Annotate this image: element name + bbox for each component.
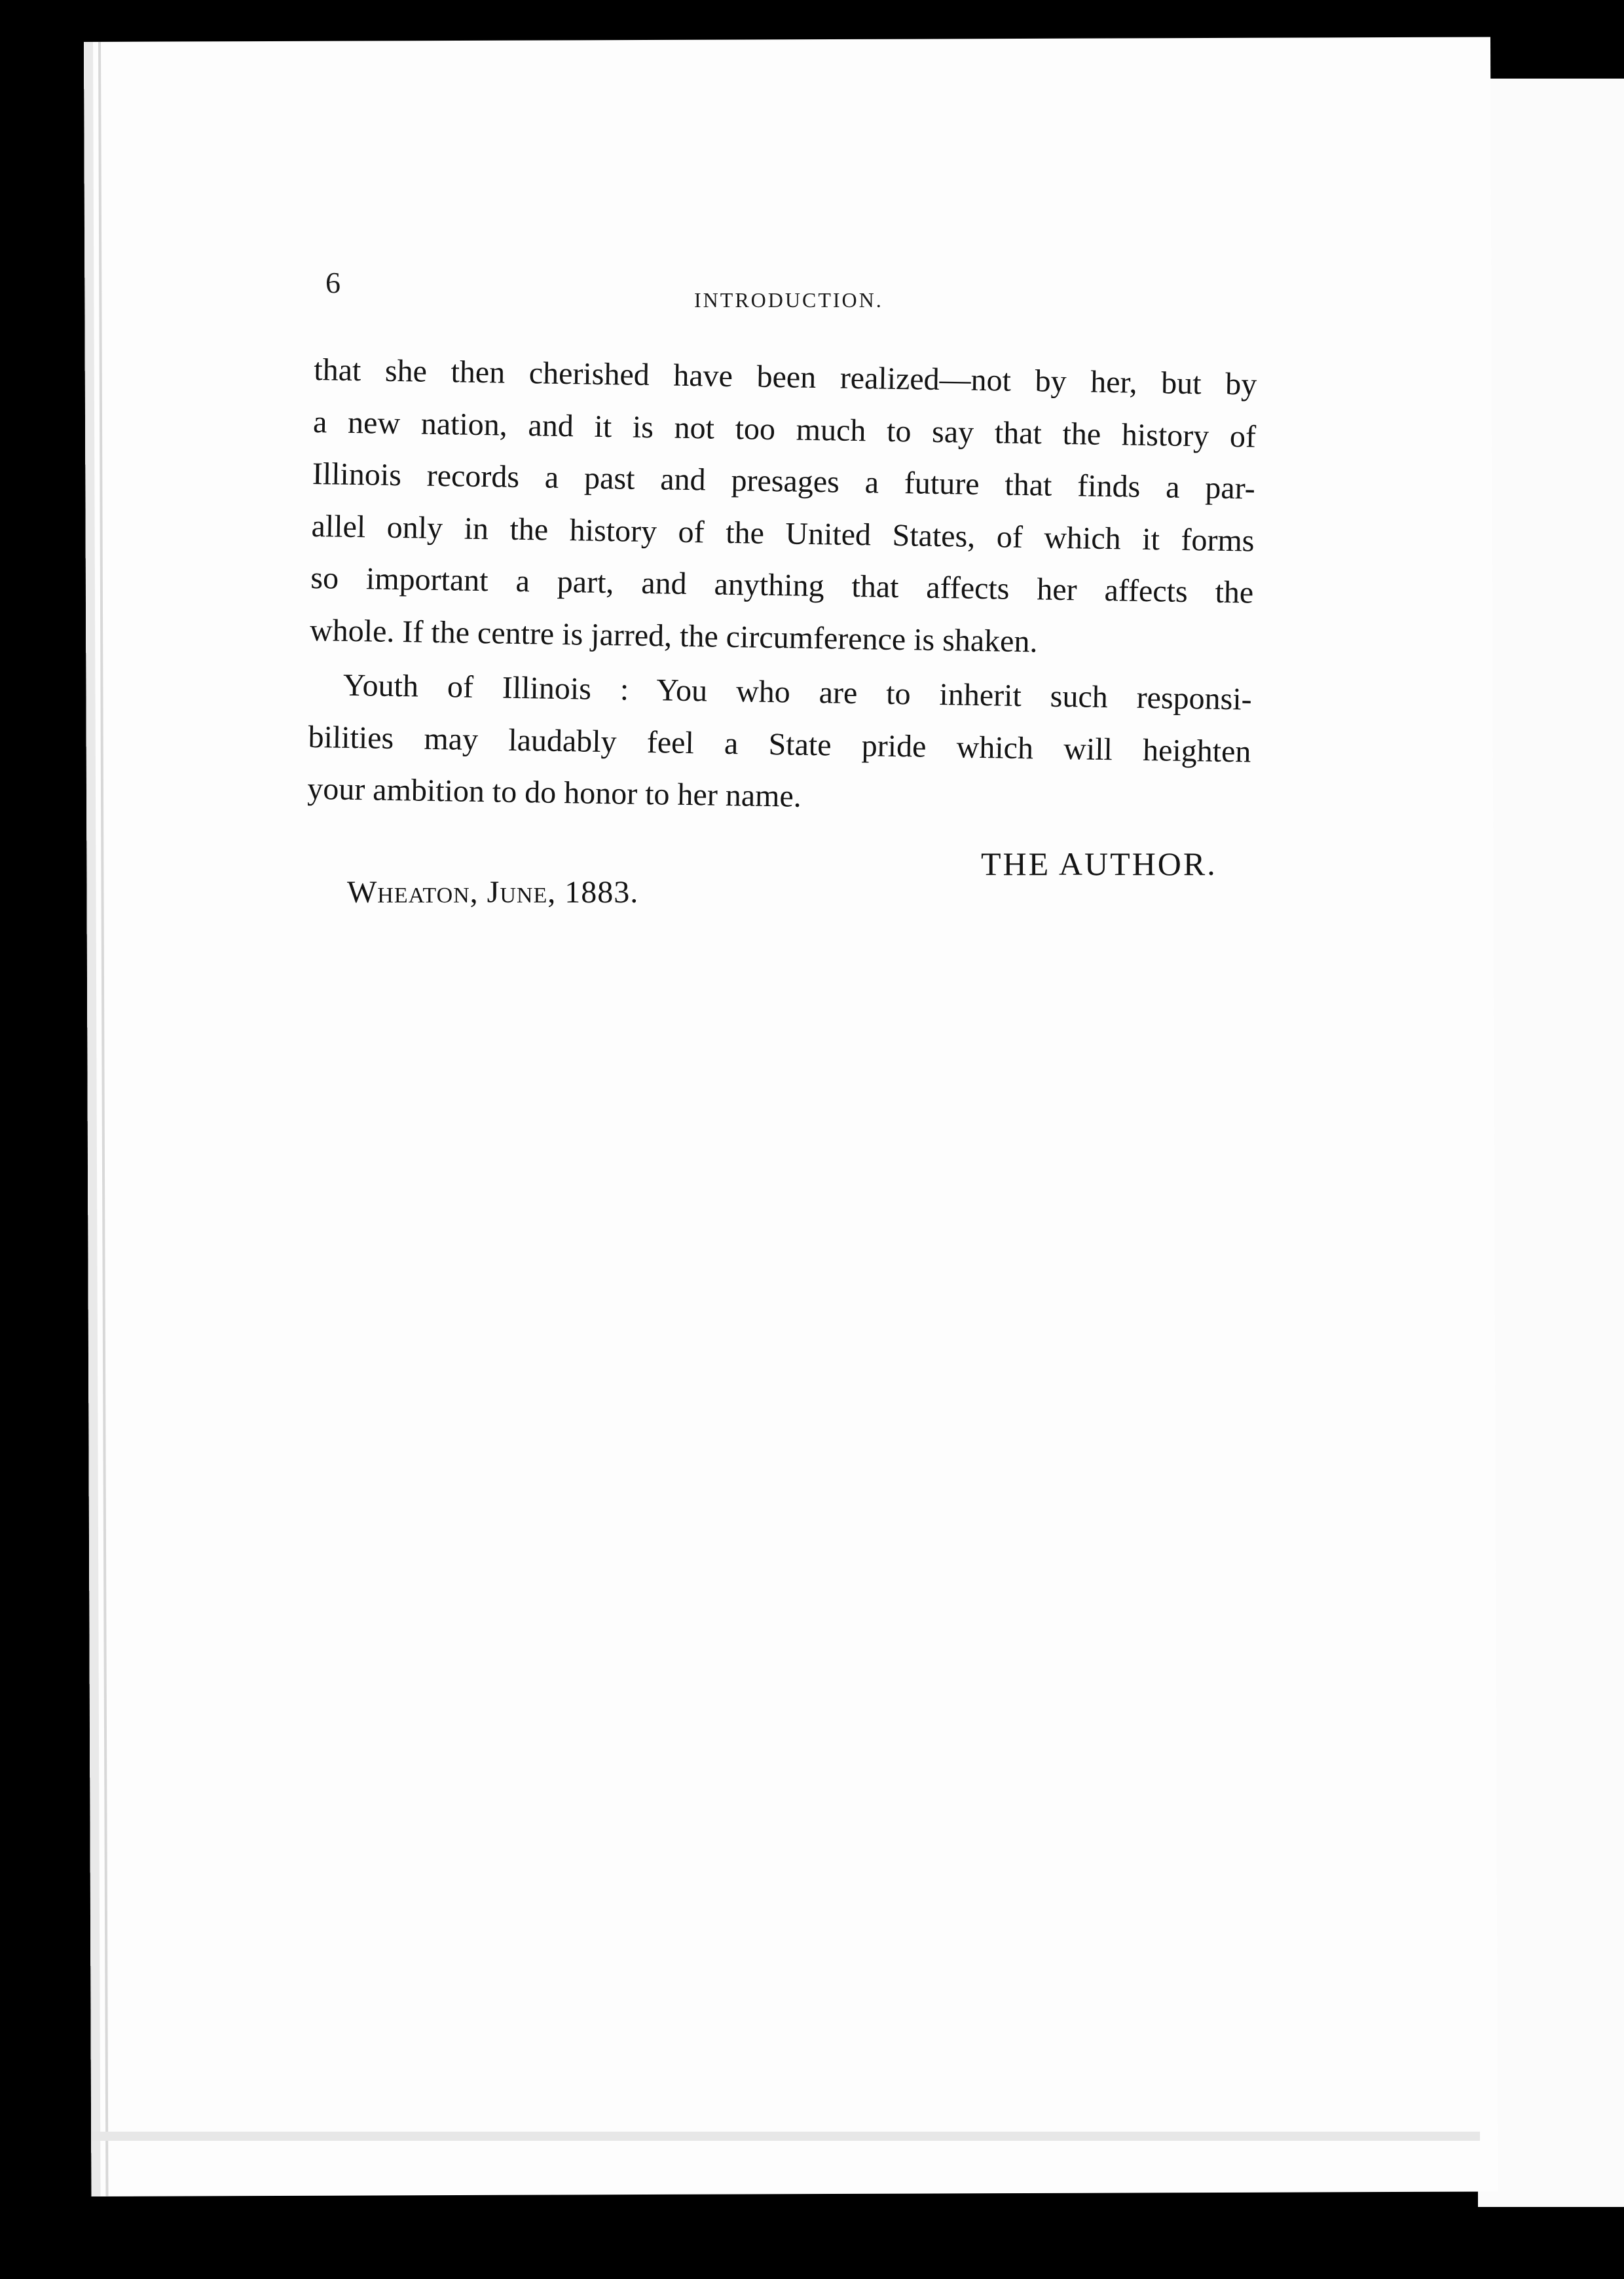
text-line: a new nation, and it is not too much to say that the history of	[312, 404, 1257, 454]
text-line: Youth of Illinois : You who are to inherit such responsi-	[342, 667, 1253, 717]
running-head: INTRODUCTION.	[694, 288, 883, 312]
text-line: that she then cherished have been realized—not by her, but by	[313, 352, 1257, 402]
page-number: 6	[325, 266, 341, 299]
dateline: Wheaton, June, 1883.	[347, 875, 639, 910]
text-line: allel only in the history of the United States, of which it forms	[311, 508, 1255, 559]
adjacent-page	[1478, 79, 1624, 2207]
body-text	[307, 344, 1257, 830]
page-bottom-edge	[92, 2132, 1480, 2141]
text-line: whole. If the centre is jarred, the circumference is shaken.	[309, 612, 1038, 659]
text-line: bilities may laudably feel a State pride which will heighten	[308, 719, 1251, 769]
author-signature: THE AUTHOR.	[981, 845, 1217, 882]
text-line: your ambition to do honor to her name.	[306, 771, 802, 814]
text-line: so important a part, and anything that affects her affects the	[310, 560, 1254, 610]
text-line: Illinois records a past and presages a future that finds a par-	[312, 456, 1256, 506]
